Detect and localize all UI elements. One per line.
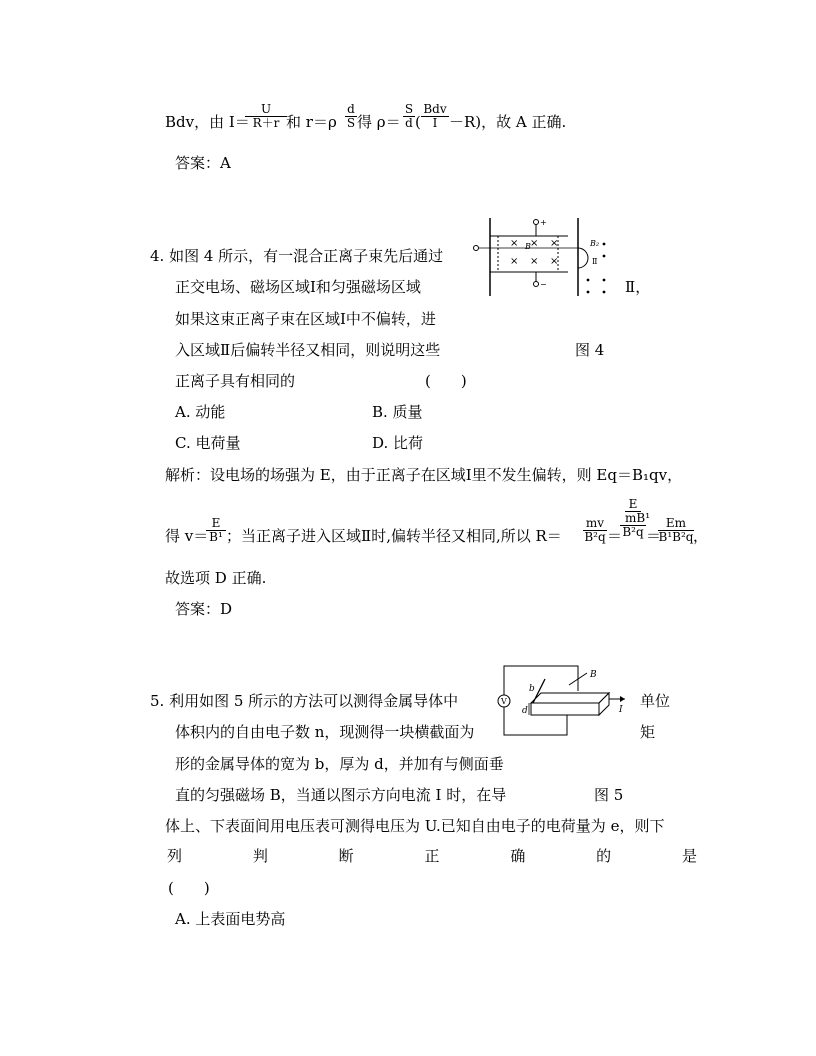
fraction-denominator: R＋r <box>245 116 287 130</box>
q5-line5: 体上、下表面间用电压表可测得电压为 U.已知自由电子的电荷量为 e，则下 <box>165 817 665 835</box>
q5-justified-line <box>167 847 697 865</box>
svg-text:×: × <box>530 238 539 249</box>
q4-answer-paren: ( ) <box>425 372 467 390</box>
q4-line2: 正交电场、磁场区域Ⅰ和匀强磁场区域 <box>175 278 421 296</box>
svg-text:×: × <box>530 256 539 267</box>
q5-spread-char: 断 <box>338 847 354 865</box>
q3-fraction-u <box>245 103 287 130</box>
q4-fraction-em <box>658 517 694 544</box>
q5-spread-char: 正 <box>424 847 440 865</box>
svg-text:×: × <box>510 238 519 249</box>
q3-paren-open: ( <box>415 113 421 131</box>
q4-answer: 答案：D <box>175 600 233 618</box>
q5-line3: 形的金属导体的宽为 b，厚为 d，并加有与侧面垂 <box>175 755 504 773</box>
fraction-inner-denominator: mB¹ <box>625 511 651 525</box>
figure-5-b-width-label: b <box>529 684 535 694</box>
q5-spread-char: 判 <box>252 847 268 865</box>
figure-5-current-label: I <box>619 705 623 715</box>
q4-analysis-end: ， <box>693 527 709 545</box>
figure-5-diagram <box>493 663 633 739</box>
fraction-numerator: Em <box>665 516 687 530</box>
q3-fraction-d-s <box>345 103 357 130</box>
q5-spread-char: 确 <box>510 847 526 865</box>
q5-line4: 直的匀强磁场 B，当通以图示方向电流 I 时，在导 <box>175 786 507 804</box>
q4-region2: Ⅱ， <box>625 278 651 296</box>
fraction-numerator: d <box>347 102 355 116</box>
figure-5-b-field-label: B <box>590 670 597 680</box>
q4-fraction-e-b1 <box>206 517 226 544</box>
fraction-denominator: B²q <box>584 530 606 544</box>
q5-figure-caption: 图 5 <box>594 786 624 804</box>
fraction-denominator: B¹ <box>206 530 226 544</box>
figure-4-minus: − <box>540 280 547 289</box>
q5-line1: 5. 利用如图 5 所示的方法可以测得金属导体中 <box>150 692 459 710</box>
q4-line1: 4. 如图 4 所示，有一混合正离子束先后通过 <box>150 247 444 265</box>
figure-4-diagram <box>468 212 643 300</box>
q4-figure-caption: 图 4 <box>575 341 605 359</box>
q4-line4: 入区域Ⅱ后偏转半径又相同，则说明这些 <box>175 341 441 359</box>
q4-line5: 正离子具有相同的 <box>175 372 296 390</box>
fraction-inner-numerator: E <box>628 497 638 511</box>
fraction-numerator: E <box>211 516 221 530</box>
q4-analysis-equals-2: ＝ <box>646 527 662 545</box>
q4-option-c: C. 电荷量 <box>175 434 241 452</box>
q3-answer: 答案：A <box>175 154 231 172</box>
fraction-numerator: S <box>404 102 414 116</box>
q5-spread-char: 列 <box>167 847 183 865</box>
q5-unit: 单位 <box>640 692 671 710</box>
svg-text:×: × <box>510 256 519 267</box>
figure-4-b1-label: B <box>525 242 531 251</box>
q4-analysis-line3: 故选项 D 正确. <box>165 569 267 587</box>
q4-option-a: A. 动能 <box>175 403 226 421</box>
q4-analysis-mid: ；当正离子进入区域Ⅱ时,偏转半径又相同,所以 R＝ <box>226 527 562 545</box>
q3-fraction-bdv-i <box>421 103 449 130</box>
fraction-numerator: Bdv <box>423 102 447 116</box>
q4-option-d: D. 比荷 <box>372 434 424 452</box>
q3-tail: －R)，故 A 正确. <box>449 113 567 131</box>
figure-5-d-thickness-label: d <box>522 706 528 716</box>
fraction-numerator: U <box>260 102 272 116</box>
figure-4-region-label: Ⅱ <box>592 257 598 266</box>
q4-analysis-line1: 解析：设电场的场强为 E，由于正离子在区域Ⅰ里不发生偏转，则 Eq＝B₁qv， <box>165 466 683 484</box>
fraction-denominator: I <box>421 116 449 130</box>
q3-fraction-s-d <box>403 103 415 130</box>
fraction-denominator: d <box>403 116 415 130</box>
fraction-denominator: S <box>346 116 356 130</box>
q4-line3: 如果这束正离子束在区域Ⅰ中不偏转，进 <box>175 310 436 328</box>
q5-rect: 矩 <box>640 723 656 741</box>
q5-answer-paren: ( ) <box>168 879 210 897</box>
q3-bdv-text: Bdv，由 I＝ <box>165 113 250 131</box>
svg-text:×: × <box>550 256 559 267</box>
q5-option-a: A. 上表面电势高 <box>175 910 286 928</box>
q5-spread-char: 的 <box>596 847 612 865</box>
svg-text:×: × <box>550 238 559 249</box>
q3-and-r: 和 r＝ρ <box>286 113 337 131</box>
figure-4-b2-label: B₂ <box>590 239 600 248</box>
q4-analysis-equals: ＝ <box>607 527 623 545</box>
q5-line2: 体积内的自由电子数 n，现测得一块横截面为 <box>175 723 475 741</box>
q5-spread-char: 是 <box>681 847 697 865</box>
q3-get-rho: 得 ρ＝ <box>357 113 401 131</box>
q4-fraction-mv <box>583 517 607 544</box>
figure-4-plus: + <box>540 218 547 227</box>
q4-analysis-get-v: 得 v＝ <box>165 527 209 545</box>
q4-option-b: B. 质量 <box>372 403 423 421</box>
q4-fraction-nested <box>620 497 651 539</box>
fraction-denominator: B¹B²q <box>658 530 694 544</box>
fraction-numerator: mv <box>585 516 605 530</box>
figure-5-voltmeter-label: V <box>501 697 507 706</box>
fraction-denominator: B²q <box>620 525 646 539</box>
